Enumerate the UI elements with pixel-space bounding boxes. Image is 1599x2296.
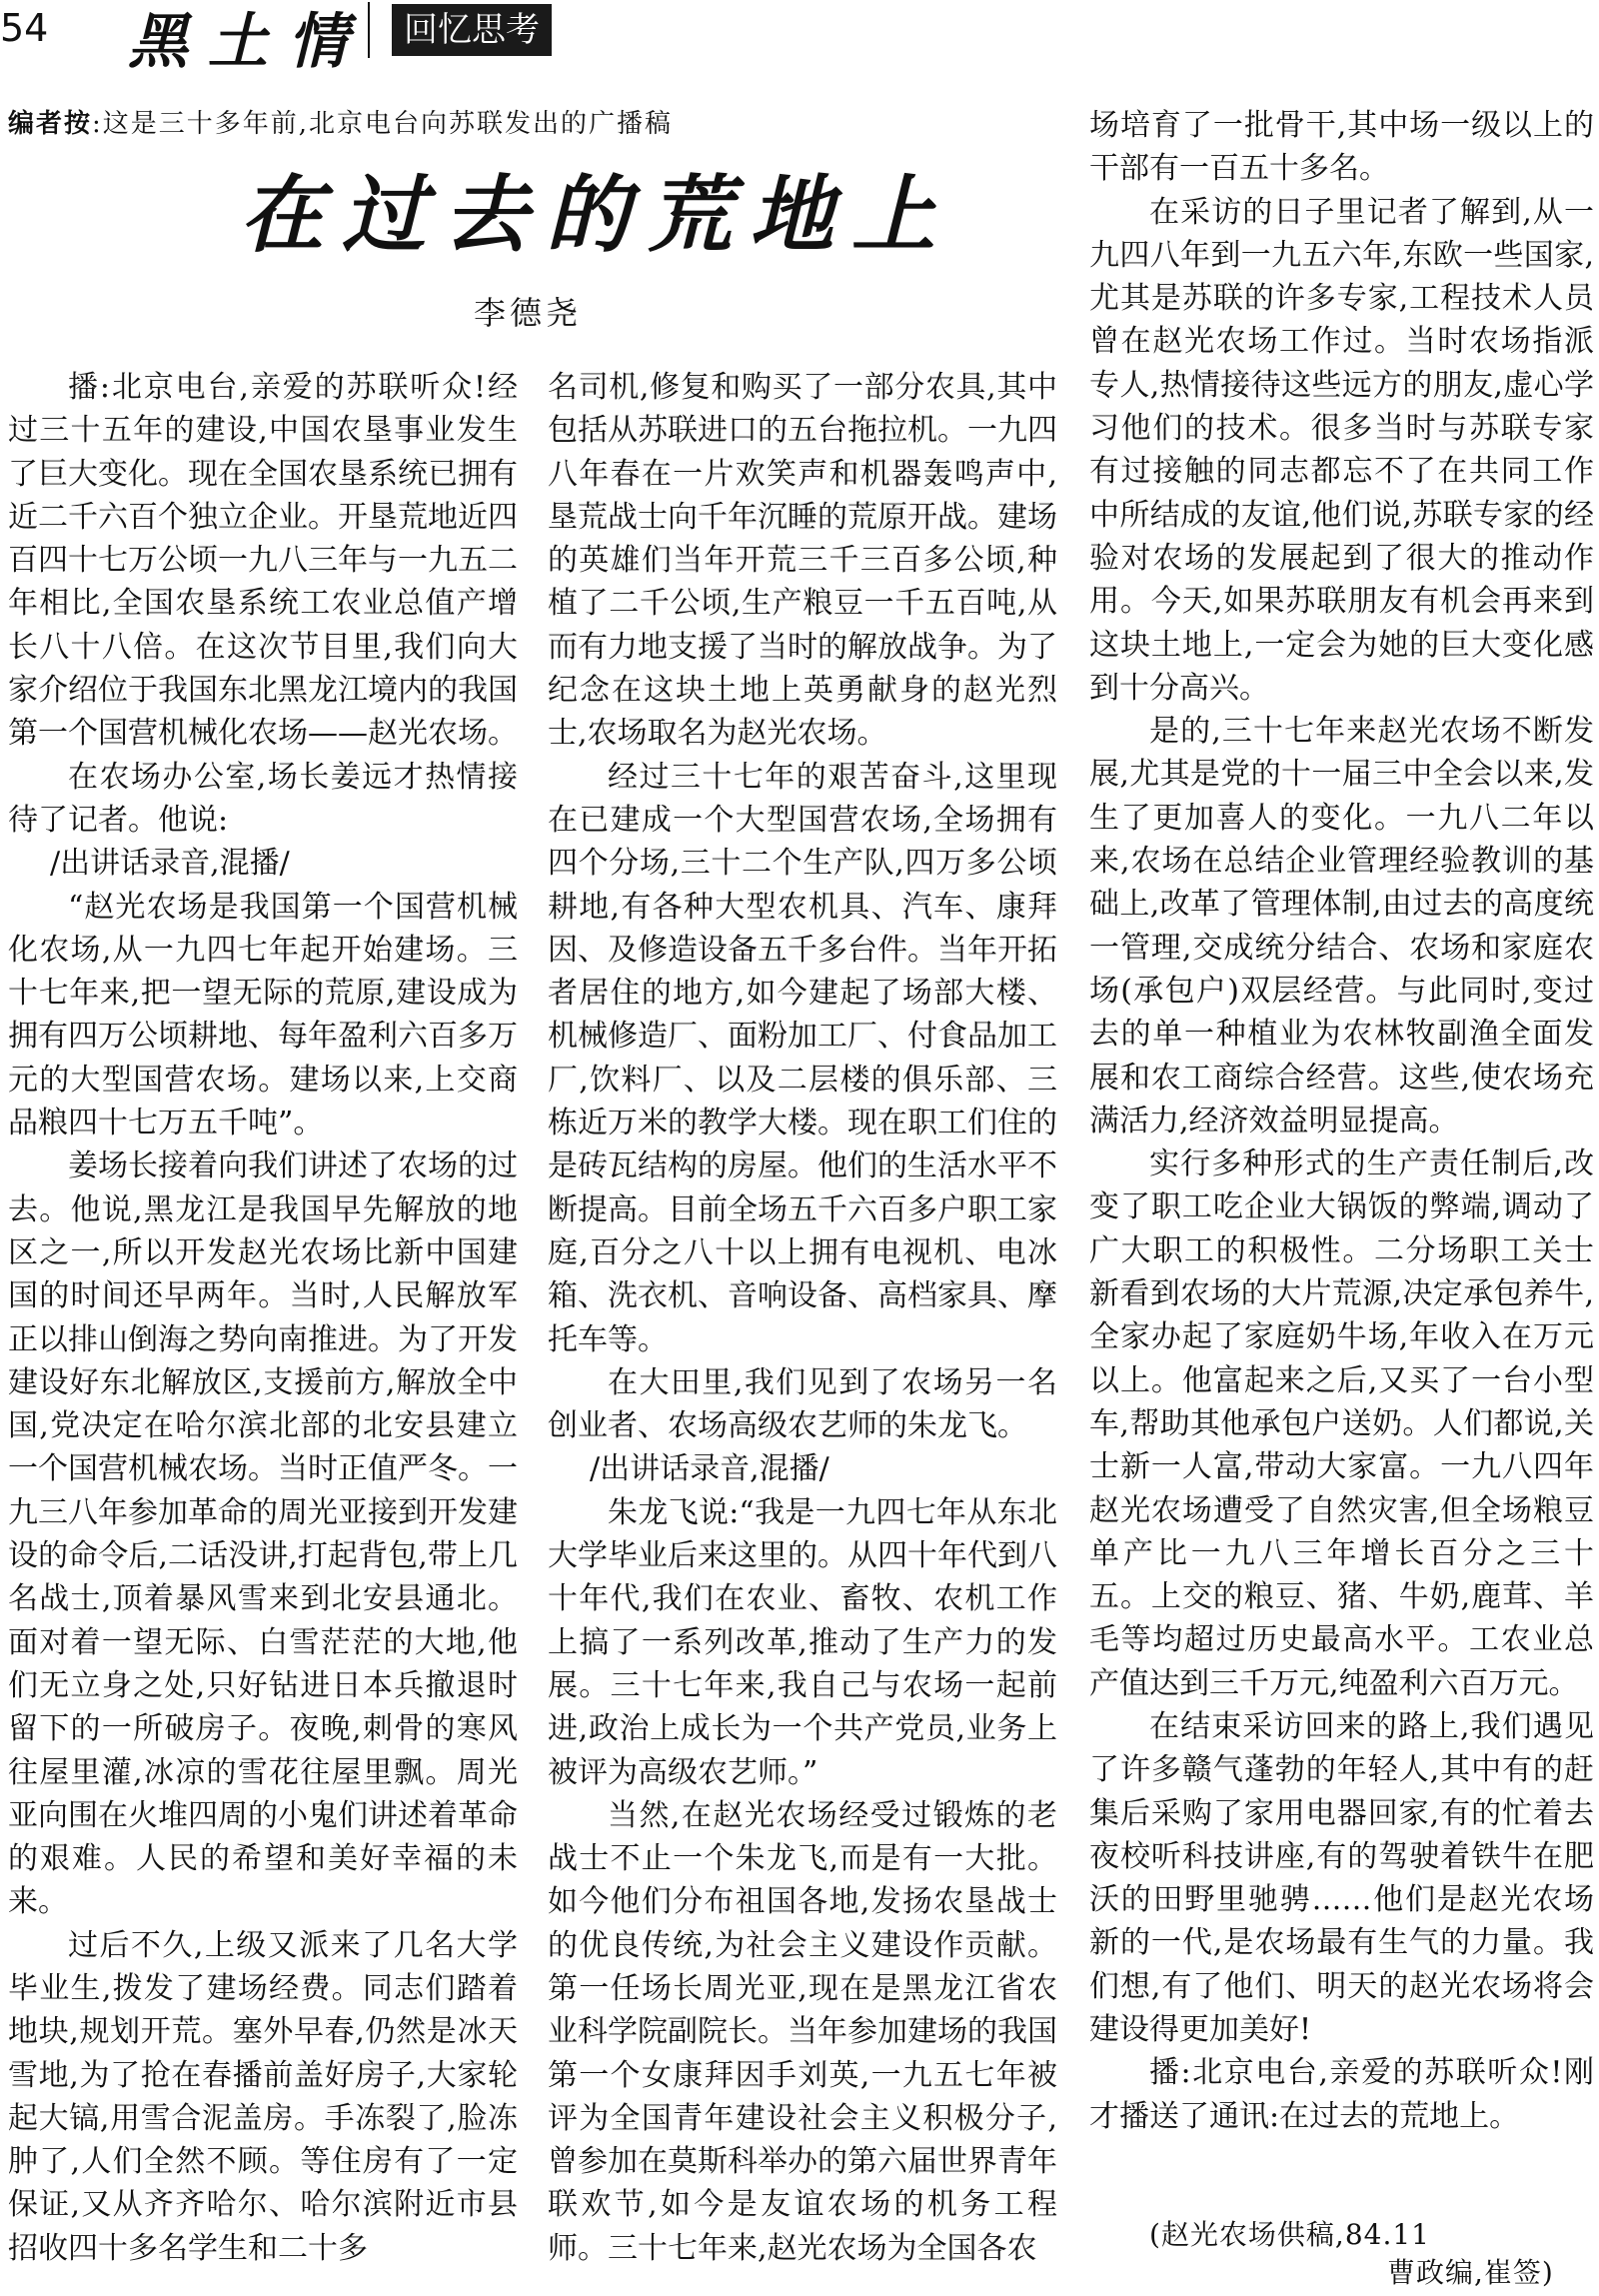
paragraph: 实行多种形式的生产责任制后,改变了职工吃企业大锅饭的弊端,调动了广大职工的积极性。二分场职工关士新看到农场的大片荒源,决定承包养牛,全家办起了家庭奶牛场,年收入在万元以上。他富起来之后,又买了一台小型车,帮助其他承包户送奶。人们都说,关士新一人富,带动大家富。一九八四年赵光农场遭受了自然灾害,但全场粮豆单产比一九八三年增长百分之三十五。上交的粮豆、猪、牛奶,鹿茸、羊毛等均超过历史最高水平。工农业总产值达到三千万元,纯盈利六百万元。 <box>1089 1147 1594 1701</box>
paragraph: 在大田里,我们见到了农场另一名创业者、农场高级农艺师的朱龙飞。 <box>548 1364 1057 1444</box>
paragraph: 在采访的日子里记者了解到,从一九四八年到一九五六年,东欧一些国家,尤其是苏联的许多专家,工程技术人员曾在赵光农场工作过。当时农场指派专人,热情接待这些远方的朋友,虚心学习他们的技术。很多当时与苏联专家有过接触的同志都忘不了在共同工作中所结成的友谊,他们说,苏联专家的经验对农场的发展起到了很大的推动作用。今天,如果苏联朋友有机会再来到这块土地上,一定会为她的巨大变化感到十分高兴。 <box>1089 194 1594 706</box>
header-divider <box>368 2 370 58</box>
paragraph: 过后不久,上级又派来了几名大学毕业生,拨发了建场经费。同志们踏着地块,规划开荒。塞外早春,仍然是冰天雪地,为了抢在春播前盖好房子,大家轮起大镐,用雪合泥盖房。手冻裂了,脸冻肿了,人们全然不顾。等住房有了一定保证,又从齐齐哈尔、哈尔滨附近市县招收四十多名学生和二十多 <box>8 1927 518 2266</box>
page-number: 54 <box>0 6 49 50</box>
paragraph: 在农场办公室,场长姜远才热情接待了记者。他说: <box>8 759 518 838</box>
article-column-1 <box>8 366 518 2270</box>
paragraph: 在结束采访回来的路上,我们遇见了许多赣气蓬勃的年轻人,其中有的赶集后采购了家用电器回家,有的忙着去夜校听科技讲座,有的驾驶着铁牛在肥沃的田野里驰骋……他们是赵光农场新的一代,是农场最有生气的力量。我们想,有了他们、明天的赵光农场将会建设得更加美好! <box>1089 1708 1594 2048</box>
paragraph: 名司机,修复和购买了一部分农具,其中包括从苏联进口的五台拖拉机。一九四八年春在一片欢笑声和机器轰鸣声中,垦荒战士向千年沉睡的荒原开战。建场的英雄们当年开荒三千三百多公顷,种植了二千公顷,生产粮豆一千五百吨,从而有力地支援了当时的解放战争。为了纪念在这块土地上英勇献身的赵光烈士,农场取名为赵光农场。 <box>548 370 1057 752</box>
article-source: (赵光农场供稿,84.11 <box>1149 2218 1430 2251</box>
article-author: 李德尧 <box>474 294 583 332</box>
recording-note: /出讲话录音,混播/ <box>590 1451 829 1487</box>
editor-note-text: :这是三十多年前,北京电台向苏联发出的广播稿 <box>92 109 674 139</box>
paragraph: 是的,三十七年来赵光农场不断发展,尤其是党的十一届三中全会以来,发生了更加喜人的变化。一九八二年以来,农场在总结企业管理经验教训的基础上,改革了管理体制,由过去的高度统一管理,交成统分结合、农场和家庭农场(承包户)双层经营。与此同时,变过去的单一种植业为农林牧副渔全面发展和农工商综合经营。这些,使农场充满活力,经济效益明显提高。 <box>1089 714 1594 1139</box>
article-column-3 <box>1089 104 1594 2138</box>
paragraph: 播:北京电台,亲爱的苏联听众!刚才播送了通讯:在过去的荒地上。 <box>1089 2055 1594 2134</box>
paragraph: 当然,在赵光农场经受过锻炼的老战士不止一个朱龙飞,而是有一大批。如今他们分布祖国各地,发扬农垦战士的优良传统,为社会主义建设作贡献。第一任场长周光亚,现在是黑龙江省农业科学院副院长。当年参加建场的我国第一个女康拜因手刘英,一九五七年被评为全国青年建设社会主义积极分子,曾参加在莫斯科举办的第六届世界青年联欢节,如今是友谊农场的机务工程师。三十七年来,赵光农场为全国各农 <box>548 1797 1057 2266</box>
paragraph: 场培育了一批骨干,其中场一级以上的干部有一百五十多名。 <box>1089 108 1594 187</box>
magazine-logo: 黑土情 <box>128 7 368 77</box>
recording-note: /出讲话录音,混播/ <box>50 846 290 882</box>
article-column-2 <box>548 366 1057 2270</box>
paragraph: 姜场长接着向我们讲述了农场的过去。他说,黑龙江是我国早先解放的地区之一,所以开发赵光农场比新中国建国的时间还早两年。当时,人民解放军正以排山倒海之势向南推进。为了开发建设好东北解放区,支援前方,解放全中国,党决定在哈尔滨北部的北安县建立一个国营机械农场。当时正值严冬。一九三八年参加革命的周光亚接到开发建设的命令后,二话没讲,打起背包,带上几名战士,顶着暴风雪来到北安县通北。面对着一望无际、白雪茫茫的大地,他们无立身之处,只好钻进日本兵撤退时留下的一所破房子。夜晚,刺骨的寒风往屋里灌,冰凉的雪花往屋里飘。周光亚向围在火堆四周的小鬼们讲述着革命的艰难。人民的希望和美好幸福的未来。 <box>8 1148 518 1920</box>
paragraph: 经过三十七年的艰苦奋斗,这里现在已建成一个大型国营农场,全场拥有四个分场,三十二个生产队,四万多公顷耕地,有各种大型农机具、汽车、康拜因、及修造设备五千多台件。当年开拓者居住的地方,如今建起了场部大楼、机械修造厂、面粉加工厂、付食品加工厂,饮料厂、以及二层楼的俱乐部、三栋近万米的教学大楼。现在职工们住的是砖瓦结构的房屋。他们的生活水平不断提高。目前全场五千六百多户职工家庭,百分之八十以上拥有电视机、电冰箱、洗衣机、音响设备、高档家具、摩托车等。 <box>548 759 1057 1357</box>
section-badge: 回忆思考 <box>392 4 552 56</box>
paragraph: “赵光农场是我国第一个国营机械化农场,从一九四七年起开始建场。三十七年来,把一望无际的荒原,建设成为拥有四万公顷耕地、每年盈利六百多万元的大型国营农场。建场以来,上交商品粮四十七万五千吨”。 <box>8 889 518 1142</box>
editor-note-lead: 编者按 <box>8 109 93 139</box>
paragraph: 朱龙飞说:“我是一九四七年从东北大学毕业后来这里的。从四十年代到八十年代,我们在农业、畜牧、农机工作上搞了一系列改革,推动了生产力的发展。三十七年来,我自己与农场一起前进,政治上成长为一个共产党员,业务上被评为高级农艺师。” <box>548 1494 1057 1790</box>
article-editors: 曹政编,崔签) <box>1387 2256 1554 2289</box>
paragraph: 播:北京电台,亲爱的苏联听众!经过三十五年的建设,中国农垦事业发生了巨大变化。现在全国农垦系统已拥有近二千六百个独立企业。开垦荒地近四百四十七万公顷一九八三年与一九五二年相比,全国农垦系统工农业总值产增长八十八倍。在这次节目里,我们向大家介绍位于我国东北黑龙江境内的我国第一个国营机械化农场——赵光农场。 <box>8 370 518 752</box>
article-title: 在过去的荒地上 <box>240 165 954 264</box>
page-header <box>0 0 1599 80</box>
editor-note <box>8 104 673 144</box>
